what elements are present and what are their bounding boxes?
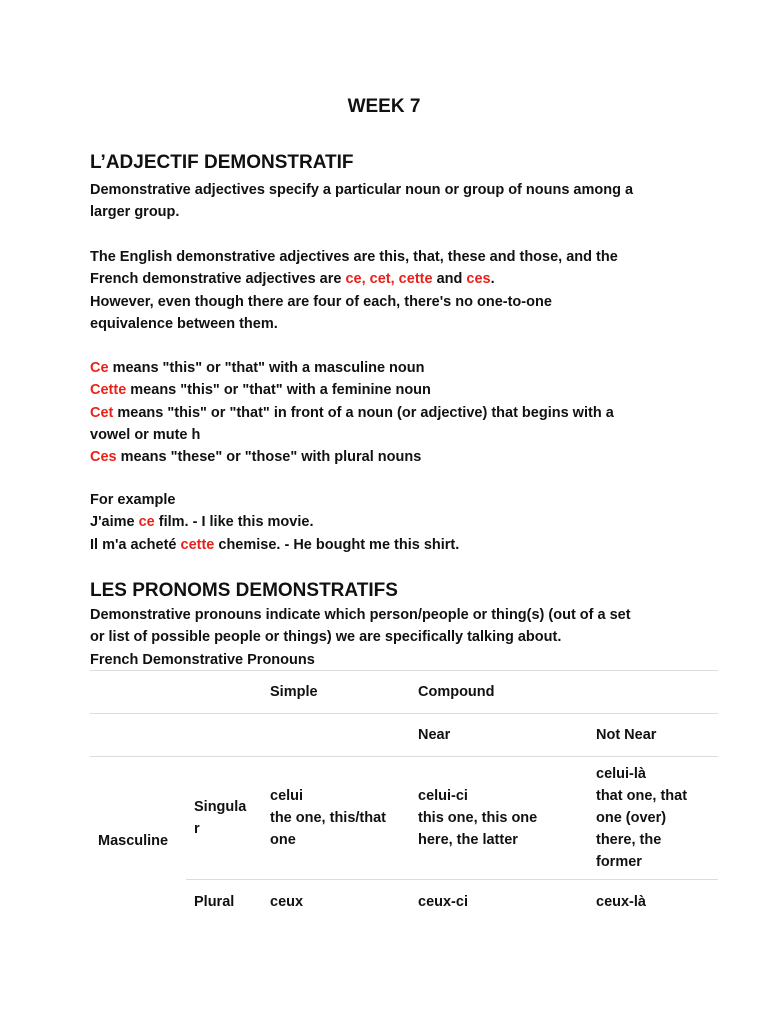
- rule-cette: [90, 379, 690, 401]
- pronoun-intro-line1: Demonstrative pronouns indicate which person/people or thing(s) (out of a set: [90, 607, 631, 623]
- singular-near-gloss2: here, the latter: [418, 832, 518, 848]
- singular-far-gloss4: former: [596, 854, 642, 870]
- pronoun-intro-line2: or list of possible people or things) we are specifically talking about.: [90, 629, 562, 646]
- number-plural: Plural: [186, 880, 262, 925]
- rule-ces-text: means "these" or "those" with plural nouns: [116, 449, 422, 466]
- rule-ce: [90, 357, 690, 379]
- table-cell-empty: [90, 714, 186, 757]
- example-2: [90, 534, 690, 556]
- pronouns-table: [90, 670, 718, 924]
- table-row: [90, 714, 718, 757]
- english-french-paragraph: [90, 246, 690, 335]
- adjective-rules: [90, 357, 690, 468]
- adjective-intro-line1: Demonstrative adjectives specify a particular noun or group of nouns among a: [90, 182, 634, 198]
- rule-cet-text: means "this" or "that" in front of a noun (or adjective) that begins with a: [113, 404, 614, 421]
- singular-far-word: celui-là: [596, 766, 646, 782]
- adjectif-heading: L’ADJECTIF DEMONSTRATIF: [90, 152, 354, 173]
- adjective-intro-line2: larger group.: [90, 204, 180, 221]
- table-cell-empty: [262, 714, 410, 757]
- number-singular: [186, 757, 262, 880]
- gender-masculine: Masculine: [90, 757, 186, 925]
- table-cell-empty: [90, 671, 186, 714]
- header-simple: Simple: [262, 671, 410, 714]
- singular-near-cell: [410, 757, 588, 880]
- table-cell-empty: [186, 714, 262, 757]
- table-caption: French Demonstrative Pronouns: [90, 651, 315, 668]
- singular-far-gloss3: there, the: [596, 832, 662, 848]
- example-2-suffix: chemise. - He bought me this shirt.: [214, 536, 460, 553]
- table-row: [90, 757, 718, 880]
- french-adjectives-line: [90, 268, 690, 290]
- rule-cet: [90, 402, 690, 424]
- example-1: [90, 511, 690, 533]
- plural-far: ceux-là: [588, 880, 718, 925]
- rule-ces: [90, 446, 690, 468]
- however-line1: However, even though there are four of each, there's no one-to-one: [90, 293, 552, 310]
- rule-cette-text: means "this" or "that" with a feminine noun: [126, 382, 431, 399]
- week-title: WEEK 7: [347, 96, 421, 117]
- plural-simple: ceux: [262, 880, 410, 925]
- example-label: For example: [90, 492, 176, 508]
- table-cell-empty: [588, 671, 718, 714]
- singular-simple-gloss2: one: [270, 832, 296, 848]
- header-compound: Compound: [410, 671, 588, 714]
- example-1-red: ce: [138, 514, 155, 531]
- header-near: Near: [410, 714, 588, 757]
- example-1-prefix: J'aime: [90, 514, 139, 531]
- french-red-list: ce, cet, cette: [345, 271, 433, 288]
- plural-near: ceux-ci: [410, 880, 588, 925]
- french-red-ces: ces: [466, 271, 491, 288]
- rule-cette-word: Cette: [90, 382, 127, 399]
- rule-ces-word: Ces: [90, 449, 117, 466]
- rule-cet-line2: vowel or mute h: [90, 426, 201, 443]
- singular-far-cell: [588, 757, 718, 880]
- singular-simple-cell: [262, 757, 410, 880]
- rule-ce-text: means "this" or "that" with a masculine noun: [108, 360, 425, 376]
- french-and: and: [432, 271, 467, 288]
- however-line2: equivalence between them.: [90, 315, 278, 332]
- singular-far-gloss2: one (over): [596, 810, 667, 826]
- example-2-prefix: Il m'a acheté: [90, 536, 181, 553]
- pronoms-heading: LES PRONOMS DEMONSTRATIFS: [90, 580, 398, 601]
- header-not-near: Not Near: [588, 714, 718, 757]
- french-prefix: French demonstrative adjectives are: [90, 271, 346, 288]
- example-1-suffix: film. - I like this movie.: [154, 514, 314, 531]
- rule-cet-word: Cet: [90, 404, 114, 421]
- table-cell-empty: [186, 671, 262, 714]
- example-2-red: cette: [180, 536, 215, 553]
- examples: [90, 489, 690, 556]
- singular-near-word: celui-ci: [418, 788, 468, 804]
- singular-near-gloss1: this one, this one: [418, 810, 538, 826]
- pronoun-intro: [90, 604, 690, 671]
- rule-ce-word: Ce: [90, 360, 109, 376]
- french-period: .: [490, 271, 495, 288]
- table-row: [90, 671, 718, 714]
- adjective-intro: [90, 179, 690, 224]
- english-adjectives-line: The English demonstrative adjectives are this, that, these and those, and the: [90, 249, 618, 265]
- singular-far-gloss1: that one, that: [596, 788, 688, 804]
- number-singular-line2: r: [194, 821, 200, 837]
- singular-simple-word: celui: [270, 788, 304, 804]
- singular-simple-gloss1: the one, this/that: [270, 810, 386, 826]
- number-singular-line1: Singula: [194, 799, 247, 815]
